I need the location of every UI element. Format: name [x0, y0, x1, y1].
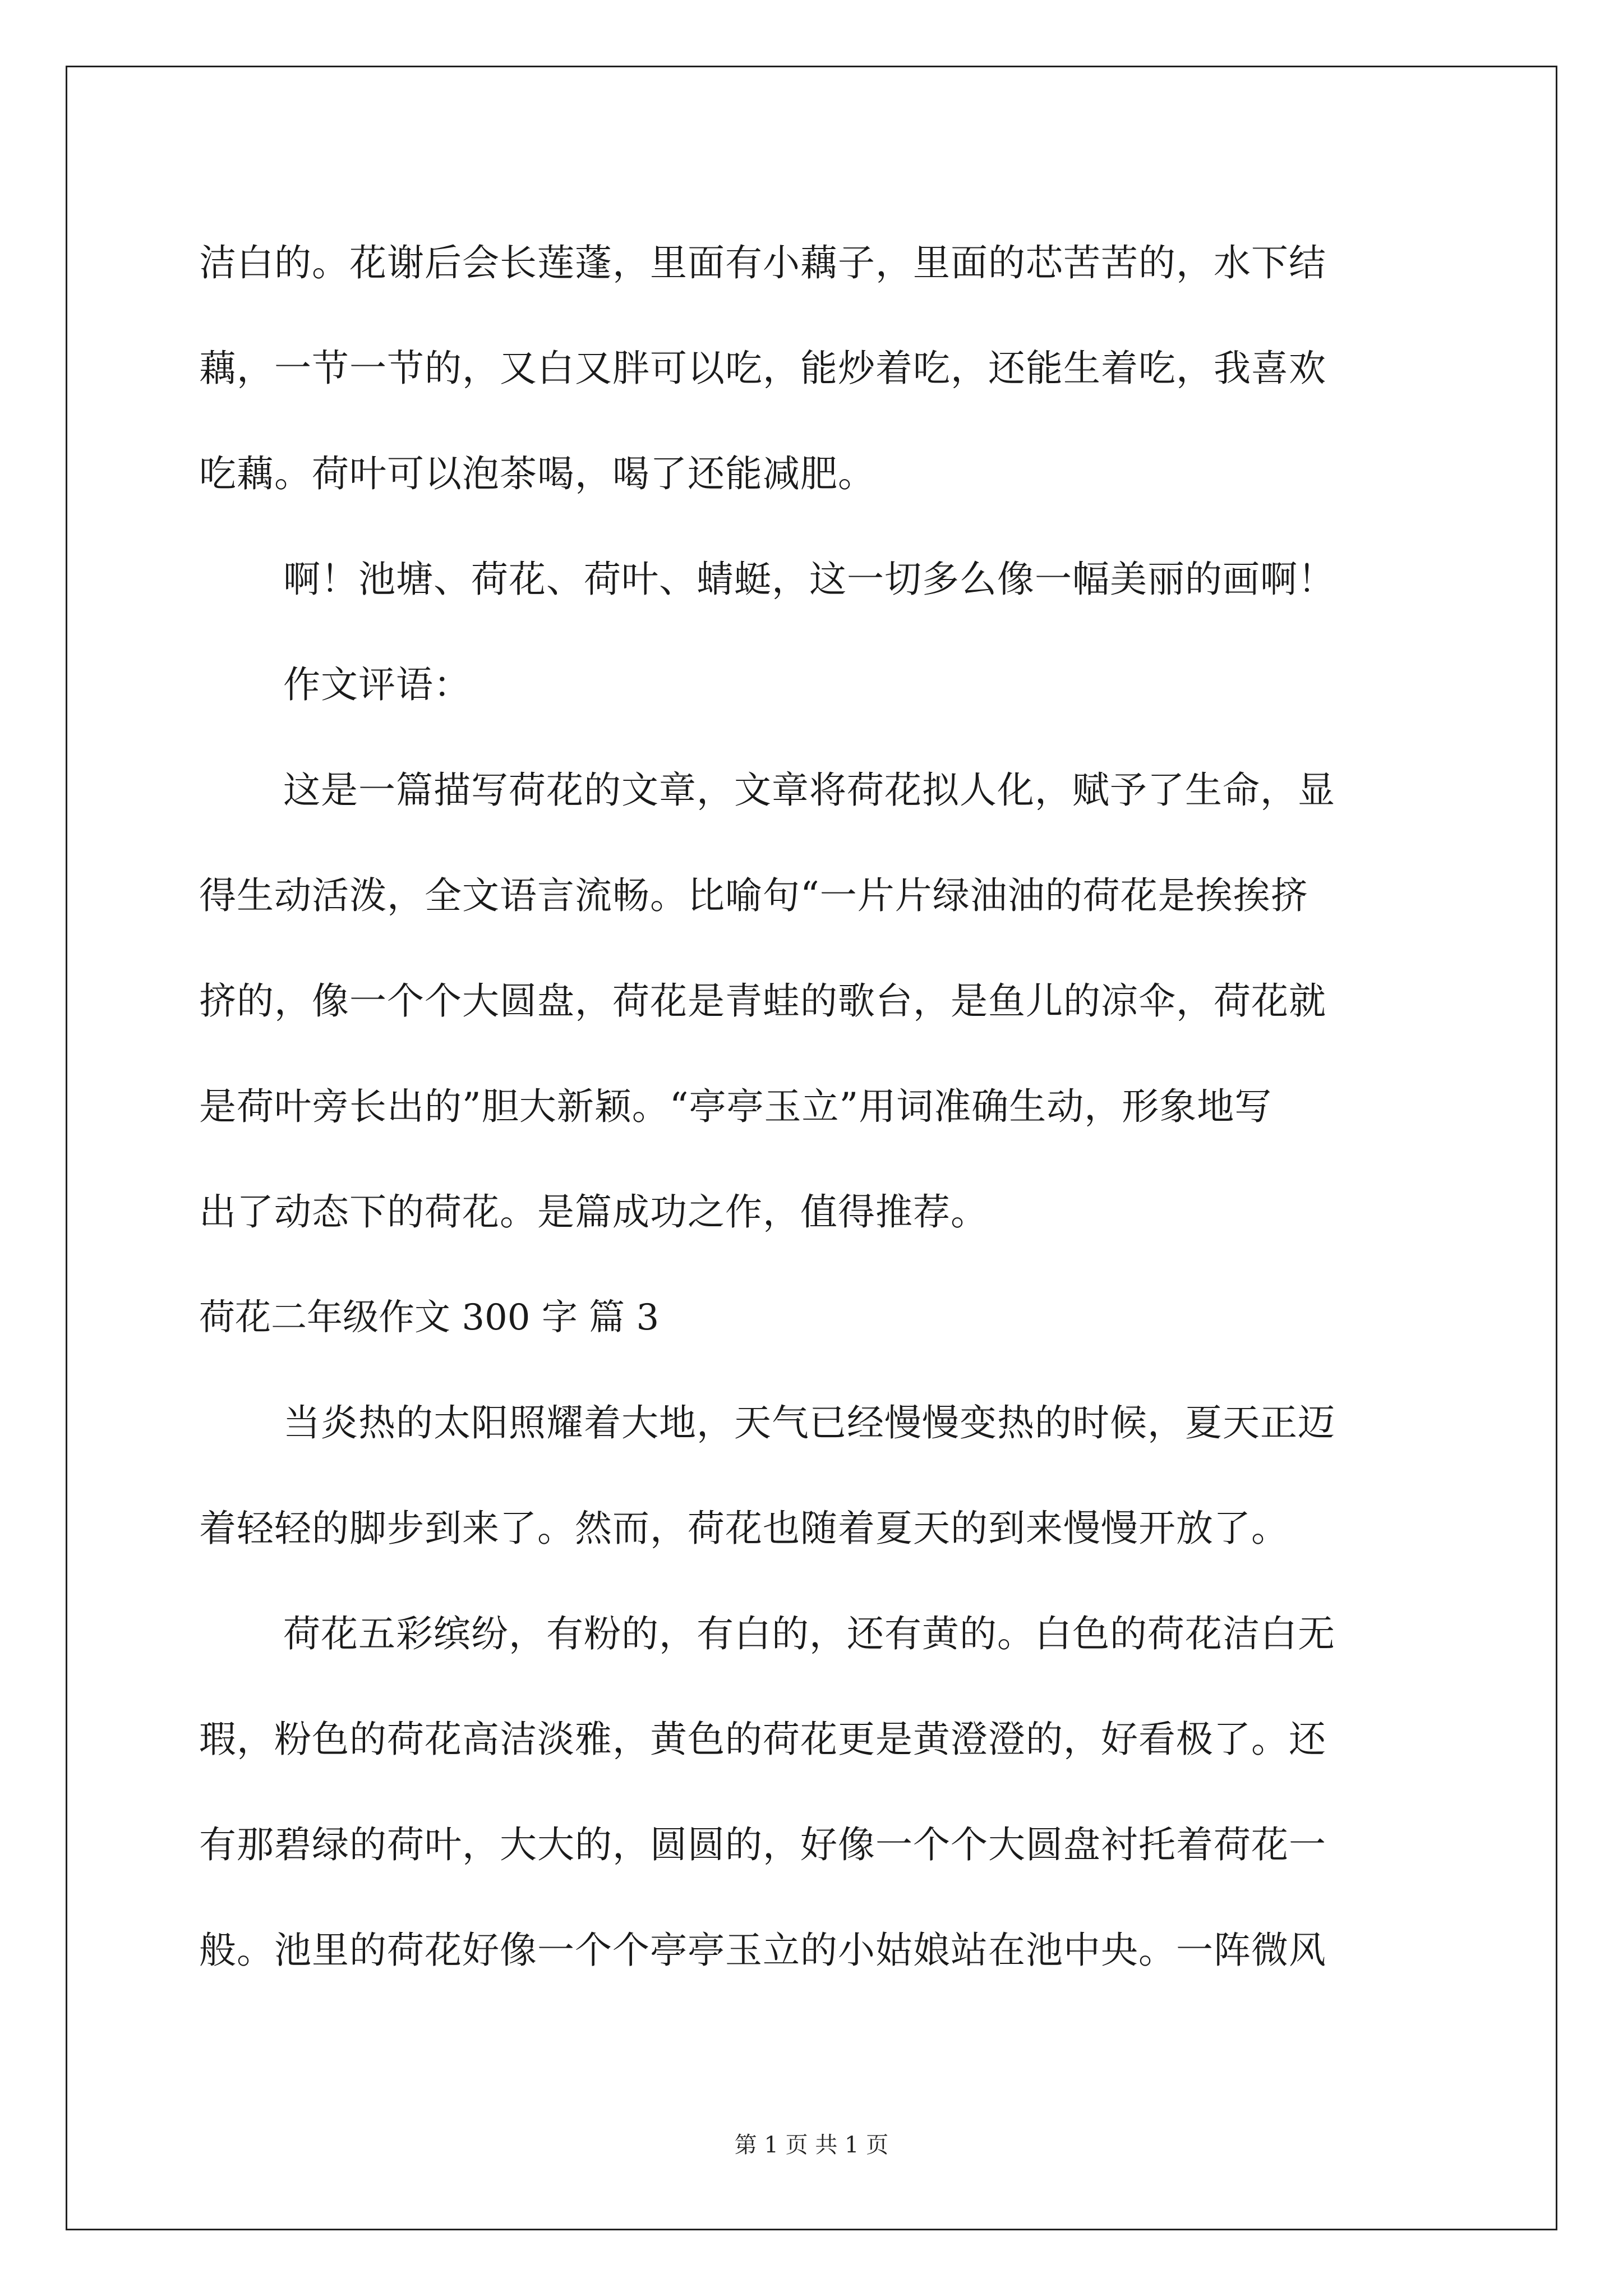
paragraph: [199, 632, 1433, 738]
paragraph: [199, 738, 1433, 1265]
text-line: 瑕，粉色的荷花高洁淡雅，黄色的荷花更是黄澄澄的，好看极了。还: [199, 1718, 1326, 1761]
paragraph: [199, 527, 1433, 632]
paragraph: [199, 1370, 1433, 1581]
text-line: 般。池里的荷花好像一个个亭亭玉立的小姑娘站在池中央。一阵微风: [199, 1929, 1326, 1972]
text-line: 作文评语：: [283, 663, 471, 706]
text-line: 得生动活泼，全文语言流畅。比喻句“一片片绿油油的荷花是挨挨挤: [199, 874, 1308, 917]
text-line: 吃藕。荷叶可以泡茶喝，喝了还能减肥。: [199, 452, 875, 495]
text-line: 啊！池塘、荷花、荷叶、蜻蜓，这一切多么像一幅美丽的画啊！: [283, 558, 1335, 601]
text-line: 挤的，像一个个大圆盘，荷花是青蛙的歌台，是鱼儿的凉伞，荷花就: [199, 979, 1326, 1023]
text-line: 藕，一节一节的，又白又胖可以吃，能炒着吃，还能生着吃，我喜欢: [199, 347, 1326, 390]
paragraph: [199, 210, 1433, 527]
text-line: 是荷叶旁长出的”胆大新颖。“亭亭玉立”用词准确生动，形象地写: [199, 1085, 1272, 1128]
text-line: 出了动态下的荷花。是篇成功之作，值得推荐。: [199, 1190, 988, 1234]
text-line: 有那碧绿的荷叶，大大的，圆圆的，好像一个个大圆盘衬托着荷花一: [199, 1823, 1326, 1866]
paragraph: [199, 1581, 1433, 2003]
text-line: 洁白的。花谢后会长莲蓬，里面有小藕子，里面的芯苦苦的，水下结: [199, 241, 1326, 284]
text-line: 这是一篇描写荷花的文章，文章将荷花拟人化，赋予了生命，显: [283, 769, 1335, 812]
text-line: 着轻轻的脚步到来了。然而，荷花也随着夏天的到来慢慢开放了。: [199, 1507, 1289, 1550]
page-footer: 第 1 页 共 1 页: [734, 2132, 889, 2158]
text-line: 当炎热的太阳照耀着大地，天气已经慢慢变热的时候，夏天正迈: [283, 1401, 1335, 1444]
text-line: 荷花五彩缤纷，有粉的，有白的，还有黄的。白色的荷花洁白无: [283, 1612, 1335, 1655]
section-heading: 荷花二年级作文 300 字 篇 3: [199, 1297, 660, 1338]
document-body: [199, 210, 1433, 2003]
